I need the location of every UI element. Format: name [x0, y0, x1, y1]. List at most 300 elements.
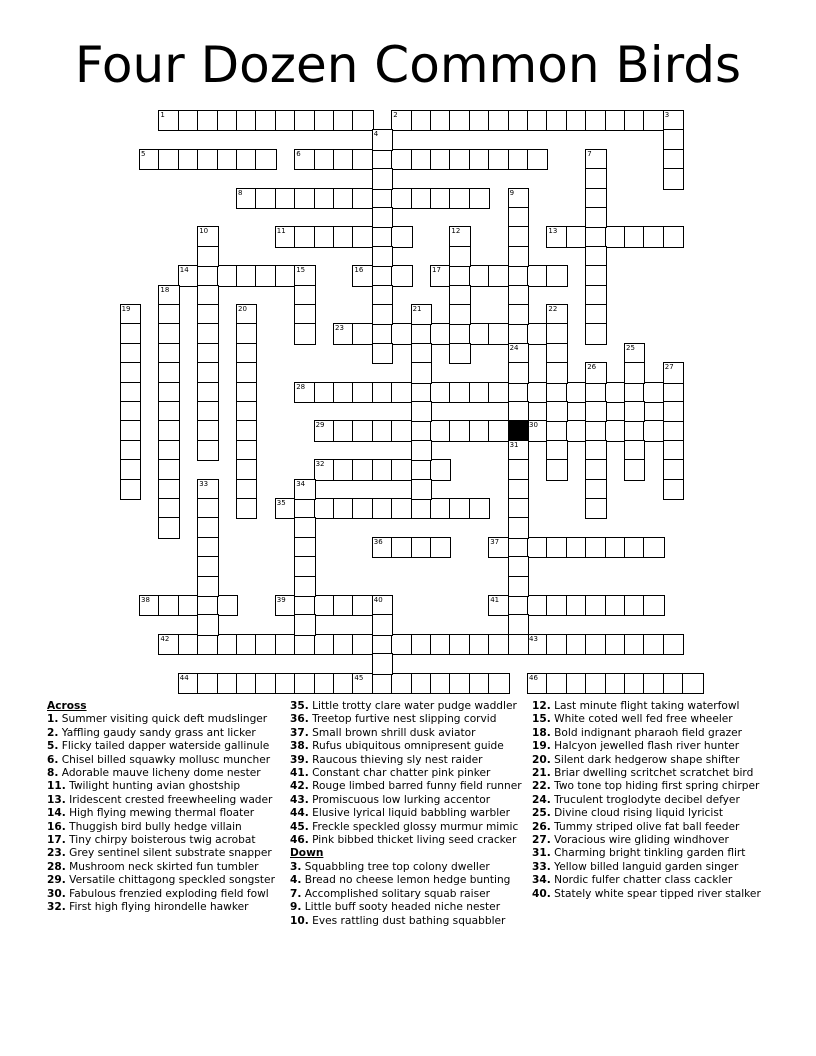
- grid-cell[interactable]: [624, 420, 645, 441]
- grid-cell[interactable]: [236, 440, 257, 461]
- grid-cell[interactable]: [391, 673, 412, 694]
- grid-cell[interactable]: [314, 149, 335, 170]
- grid-cell[interactable]: [624, 537, 645, 558]
- grid-cell[interactable]: [411, 440, 432, 461]
- grid-cell[interactable]: [236, 498, 257, 519]
- grid-cell[interactable]: [508, 614, 529, 635]
- grid-cell[interactable]: [197, 110, 218, 131]
- grid-cell[interactable]: [663, 149, 684, 170]
- grid-cell[interactable]: [158, 479, 179, 500]
- grid-cell[interactable]: [546, 634, 567, 655]
- grid-cell[interactable]: [197, 537, 218, 558]
- grid-cell[interactable]: [275, 673, 296, 694]
- grid-cell[interactable]: [430, 498, 451, 519]
- grid-cell[interactable]: [372, 634, 393, 655]
- grid-cell[interactable]: [663, 362, 684, 383]
- grid-cell[interactable]: [624, 343, 645, 364]
- grid-cell[interactable]: [314, 595, 335, 616]
- grid-cell[interactable]: [546, 673, 567, 694]
- grid-cell[interactable]: [197, 420, 218, 441]
- grid-cell[interactable]: [624, 595, 645, 616]
- grid-cell[interactable]: [314, 673, 335, 694]
- grid-cell[interactable]: [430, 149, 451, 170]
- grid-cell[interactable]: [411, 673, 432, 694]
- grid-cell[interactable]: [294, 576, 315, 597]
- grid-cell[interactable]: [663, 459, 684, 480]
- grid-cell[interactable]: [333, 673, 354, 694]
- grid-cell[interactable]: [391, 420, 412, 441]
- grid-cell[interactable]: [120, 479, 141, 500]
- grid-cell[interactable]: [566, 110, 587, 131]
- grid-cell[interactable]: [314, 634, 335, 655]
- grid-cell[interactable]: [236, 479, 257, 500]
- grid-cell[interactable]: [411, 323, 432, 344]
- grid-cell[interactable]: [449, 188, 470, 209]
- grid-cell[interactable]: [197, 246, 218, 267]
- grid-cell[interactable]: [411, 343, 432, 364]
- grid-cell[interactable]: [352, 110, 373, 131]
- grid-cell[interactable]: [449, 498, 470, 519]
- grid-cell[interactable]: [294, 110, 315, 131]
- grid-cell[interactable]: [120, 420, 141, 441]
- grid-cell[interactable]: [197, 479, 218, 500]
- grid-cell[interactable]: [411, 382, 432, 403]
- grid-cell[interactable]: [469, 265, 490, 286]
- grid-cell[interactable]: [663, 673, 684, 694]
- grid-cell[interactable]: [139, 149, 160, 170]
- grid-cell[interactable]: [566, 226, 587, 247]
- grid-cell[interactable]: [314, 382, 335, 403]
- grid-cell[interactable]: [643, 226, 664, 247]
- grid-cell[interactable]: [352, 420, 373, 441]
- grid-cell[interactable]: [372, 226, 393, 247]
- grid-cell[interactable]: [605, 226, 626, 247]
- grid-cell[interactable]: [314, 498, 335, 519]
- grid-cell[interactable]: [663, 168, 684, 189]
- grid-cell[interactable]: [469, 673, 490, 694]
- grid-cell[interactable]: [158, 595, 179, 616]
- grid-cell[interactable]: [197, 595, 218, 616]
- grid-cell[interactable]: [236, 673, 257, 694]
- grid-cell[interactable]: [294, 634, 315, 655]
- grid-cell[interactable]: [217, 595, 238, 616]
- grid-cell[interactable]: [372, 673, 393, 694]
- grid-cell[interactable]: [352, 265, 373, 286]
- grid-cell[interactable]: [411, 149, 432, 170]
- grid-cell[interactable]: [585, 246, 606, 267]
- grid-cell[interactable]: [411, 362, 432, 383]
- grid-cell[interactable]: [643, 110, 664, 131]
- grid-cell[interactable]: [391, 323, 412, 344]
- grid-cell[interactable]: [449, 323, 470, 344]
- grid-cell[interactable]: [411, 304, 432, 325]
- grid-cell[interactable]: [333, 498, 354, 519]
- grid-cell[interactable]: [372, 207, 393, 228]
- grid-cell[interactable]: [605, 420, 626, 441]
- grid-cell[interactable]: [255, 149, 276, 170]
- grid-cell[interactable]: [236, 323, 257, 344]
- grid-cell[interactable]: [333, 459, 354, 480]
- grid-cell[interactable]: [255, 265, 276, 286]
- grid-cell[interactable]: [546, 440, 567, 461]
- grid-cell[interactable]: [411, 479, 432, 500]
- grid-cell[interactable]: [566, 537, 587, 558]
- grid-cell[interactable]: [236, 382, 257, 403]
- grid-cell[interactable]: [294, 556, 315, 577]
- grid-cell[interactable]: [120, 362, 141, 383]
- grid-cell[interactable]: [275, 188, 296, 209]
- grid-cell[interactable]: [508, 498, 529, 519]
- grid-cell[interactable]: [333, 382, 354, 403]
- grid-cell[interactable]: [508, 634, 529, 655]
- grid-cell[interactable]: [158, 110, 179, 131]
- grid-cell[interactable]: [624, 440, 645, 461]
- grid-cell[interactable]: [158, 498, 179, 519]
- grid-cell[interactable]: [566, 382, 587, 403]
- grid-cell[interactable]: [391, 459, 412, 480]
- grid-cell[interactable]: [294, 517, 315, 538]
- grid-cell[interactable]: [449, 285, 470, 306]
- grid-cell[interactable]: [585, 207, 606, 228]
- grid-cell[interactable]: [372, 188, 393, 209]
- grid-cell[interactable]: [275, 595, 296, 616]
- grid-cell[interactable]: [275, 634, 296, 655]
- grid-cell[interactable]: [488, 382, 509, 403]
- grid-cell[interactable]: [197, 634, 218, 655]
- grid-cell[interactable]: [643, 537, 664, 558]
- grid-cell[interactable]: [158, 420, 179, 441]
- grid-cell[interactable]: [197, 265, 218, 286]
- grid-cell[interactable]: [643, 634, 664, 655]
- grid-cell[interactable]: [275, 498, 296, 519]
- grid-cell[interactable]: [663, 479, 684, 500]
- grid-cell[interactable]: [508, 304, 529, 325]
- grid-cell[interactable]: [158, 459, 179, 480]
- grid-cell[interactable]: [178, 634, 199, 655]
- grid-cell[interactable]: [314, 110, 335, 131]
- grid-cell[interactable]: [508, 323, 529, 344]
- grid-cell[interactable]: [197, 226, 218, 247]
- grid-cell[interactable]: [372, 537, 393, 558]
- grid-cell[interactable]: [411, 401, 432, 422]
- grid-cell[interactable]: [449, 382, 470, 403]
- grid-cell[interactable]: [508, 362, 529, 383]
- grid-cell[interactable]: [585, 168, 606, 189]
- grid-cell[interactable]: [372, 129, 393, 150]
- grid-cell[interactable]: [372, 323, 393, 344]
- grid-cell[interactable]: [294, 382, 315, 403]
- grid-cell[interactable]: [372, 285, 393, 306]
- grid-cell[interactable]: [430, 188, 451, 209]
- grid-cell[interactable]: [333, 634, 354, 655]
- grid-cell[interactable]: [236, 401, 257, 422]
- grid-cell[interactable]: [314, 188, 335, 209]
- grid-cell[interactable]: [294, 188, 315, 209]
- grid-cell[interactable]: [197, 440, 218, 461]
- grid-cell[interactable]: [197, 323, 218, 344]
- grid-cell[interactable]: [663, 110, 684, 131]
- grid-cell[interactable]: [469, 188, 490, 209]
- grid-cell[interactable]: [585, 595, 606, 616]
- grid-cell[interactable]: [527, 420, 548, 441]
- grid-cell[interactable]: [508, 537, 529, 558]
- grid-cell[interactable]: [605, 673, 626, 694]
- grid-cell[interactable]: [411, 498, 432, 519]
- grid-cell[interactable]: [294, 149, 315, 170]
- grid-cell[interactable]: [120, 343, 141, 364]
- grid-cell[interactable]: [120, 323, 141, 344]
- grid-cell[interactable]: [197, 362, 218, 383]
- grid-cell[interactable]: [546, 537, 567, 558]
- grid-cell[interactable]: [624, 226, 645, 247]
- grid-cell[interactable]: [197, 401, 218, 422]
- grid-cell[interactable]: [488, 265, 509, 286]
- grid-cell[interactable]: [158, 517, 179, 538]
- grid-cell[interactable]: [333, 110, 354, 131]
- grid-cell[interactable]: [663, 420, 684, 441]
- grid-cell[interactable]: [352, 595, 373, 616]
- grid-cell[interactable]: [546, 110, 567, 131]
- grid-cell[interactable]: [372, 304, 393, 325]
- grid-cell[interactable]: [527, 537, 548, 558]
- grid-cell[interactable]: [372, 168, 393, 189]
- grid-cell[interactable]: [236, 459, 257, 480]
- grid-cell[interactable]: [663, 634, 684, 655]
- grid-cell[interactable]: [294, 595, 315, 616]
- grid-cell[interactable]: [643, 382, 664, 403]
- grid-cell[interactable]: [527, 673, 548, 694]
- grid-cell[interactable]: [217, 265, 238, 286]
- grid-cell[interactable]: [294, 304, 315, 325]
- grid-cell[interactable]: [372, 498, 393, 519]
- grid-cell[interactable]: [546, 459, 567, 480]
- grid-cell[interactable]: [430, 673, 451, 694]
- grid-cell[interactable]: [469, 110, 490, 131]
- grid-cell[interactable]: [197, 149, 218, 170]
- grid-cell[interactable]: [508, 479, 529, 500]
- grid-cell[interactable]: [314, 459, 335, 480]
- grid-cell[interactable]: [585, 226, 606, 247]
- grid-cell[interactable]: [391, 634, 412, 655]
- grid-cell[interactable]: [197, 304, 218, 325]
- grid-cell[interactable]: [449, 226, 470, 247]
- grid-cell[interactable]: [605, 537, 626, 558]
- grid-cell[interactable]: [352, 634, 373, 655]
- grid-cell[interactable]: [585, 420, 606, 441]
- grid-cell[interactable]: [158, 285, 179, 306]
- grid-cell[interactable]: [488, 420, 509, 441]
- grid-cell[interactable]: [508, 595, 529, 616]
- grid-cell[interactable]: [508, 382, 529, 403]
- grid-cell[interactable]: [508, 149, 529, 170]
- grid-cell[interactable]: [585, 479, 606, 500]
- grid-cell[interactable]: [566, 673, 587, 694]
- grid-cell[interactable]: [527, 595, 548, 616]
- grid-cell[interactable]: [449, 420, 470, 441]
- grid-cell[interactable]: [197, 576, 218, 597]
- grid-cell[interactable]: [469, 382, 490, 403]
- grid-cell[interactable]: [217, 673, 238, 694]
- grid-cell[interactable]: [158, 382, 179, 403]
- grid-cell[interactable]: [663, 129, 684, 150]
- grid-cell[interactable]: [663, 226, 684, 247]
- grid-cell[interactable]: [546, 323, 567, 344]
- grid-cell[interactable]: [508, 343, 529, 364]
- grid-cell[interactable]: [178, 673, 199, 694]
- grid-cell[interactable]: [372, 149, 393, 170]
- grid-cell[interactable]: [469, 149, 490, 170]
- grid-cell[interactable]: [178, 595, 199, 616]
- grid-cell[interactable]: [255, 634, 276, 655]
- grid-cell[interactable]: [527, 323, 548, 344]
- grid-cell[interactable]: [411, 634, 432, 655]
- grid-cell[interactable]: [197, 556, 218, 577]
- grid-cell[interactable]: [430, 110, 451, 131]
- grid-cell[interactable]: [546, 382, 567, 403]
- grid-cell[interactable]: [158, 323, 179, 344]
- grid-cell[interactable]: [352, 226, 373, 247]
- grid-cell[interactable]: [391, 149, 412, 170]
- grid-cell[interactable]: [294, 673, 315, 694]
- grid-cell[interactable]: [508, 517, 529, 538]
- grid-cell[interactable]: [372, 420, 393, 441]
- grid-cell[interactable]: [294, 323, 315, 344]
- grid-cell[interactable]: [508, 110, 529, 131]
- grid-cell[interactable]: [508, 207, 529, 228]
- grid-cell[interactable]: [352, 673, 373, 694]
- grid-cell[interactable]: [158, 362, 179, 383]
- grid-cell[interactable]: [197, 498, 218, 519]
- grid-cell[interactable]: [333, 149, 354, 170]
- grid-cell[interactable]: [488, 634, 509, 655]
- grid-cell[interactable]: [391, 537, 412, 558]
- grid-cell[interactable]: [449, 304, 470, 325]
- grid-cell[interactable]: [508, 556, 529, 577]
- grid-cell[interactable]: [469, 323, 490, 344]
- grid-cell[interactable]: [508, 576, 529, 597]
- grid-cell[interactable]: [411, 110, 432, 131]
- grid-cell[interactable]: [488, 673, 509, 694]
- grid-cell[interactable]: [294, 498, 315, 519]
- grid-cell[interactable]: [333, 226, 354, 247]
- grid-cell[interactable]: [488, 110, 509, 131]
- grid-cell[interactable]: [449, 149, 470, 170]
- grid-cell[interactable]: [352, 498, 373, 519]
- grid-cell[interactable]: [120, 440, 141, 461]
- grid-cell[interactable]: [449, 110, 470, 131]
- grid-cell[interactable]: [158, 343, 179, 364]
- grid-cell[interactable]: [566, 420, 587, 441]
- grid-cell[interactable]: [275, 265, 296, 286]
- grid-cell[interactable]: [488, 323, 509, 344]
- grid-cell[interactable]: [508, 459, 529, 480]
- grid-cell[interactable]: [120, 382, 141, 403]
- grid-cell[interactable]: [527, 149, 548, 170]
- grid-cell[interactable]: [546, 401, 567, 422]
- grid-cell[interactable]: [527, 634, 548, 655]
- grid-cell[interactable]: [508, 188, 529, 209]
- grid-cell[interactable]: [391, 265, 412, 286]
- grid-cell[interactable]: [255, 110, 276, 131]
- grid-cell[interactable]: [430, 537, 451, 558]
- grid-cell[interactable]: [430, 634, 451, 655]
- grid-cell[interactable]: [508, 401, 529, 422]
- grid-cell[interactable]: [158, 401, 179, 422]
- grid-cell[interactable]: [352, 149, 373, 170]
- grid-cell[interactable]: [352, 382, 373, 403]
- grid-cell[interactable]: [585, 304, 606, 325]
- grid-cell[interactable]: [411, 420, 432, 441]
- grid-cell[interactable]: [333, 323, 354, 344]
- grid-cell[interactable]: [236, 362, 257, 383]
- grid-cell[interactable]: [585, 265, 606, 286]
- grid-cell[interactable]: [527, 265, 548, 286]
- grid-cell[interactable]: [585, 382, 606, 403]
- grid-cell[interactable]: [139, 595, 160, 616]
- grid-cell[interactable]: [236, 634, 257, 655]
- grid-cell[interactable]: [197, 614, 218, 635]
- grid-cell[interactable]: [120, 459, 141, 480]
- grid-cell[interactable]: [663, 382, 684, 403]
- grid-cell[interactable]: [352, 459, 373, 480]
- grid-cell[interactable]: [585, 634, 606, 655]
- grid-cell[interactable]: [585, 285, 606, 306]
- grid-cell[interactable]: [488, 537, 509, 558]
- grid-cell[interactable]: [643, 673, 664, 694]
- grid-cell[interactable]: [158, 149, 179, 170]
- grid-cell[interactable]: [663, 440, 684, 461]
- grid-cell[interactable]: [546, 226, 567, 247]
- grid-cell[interactable]: [217, 110, 238, 131]
- grid-cell[interactable]: [605, 595, 626, 616]
- grid-cell[interactable]: [236, 149, 257, 170]
- grid-cell[interactable]: [391, 498, 412, 519]
- grid-cell[interactable]: [294, 265, 315, 286]
- grid-cell[interactable]: [663, 401, 684, 422]
- grid-cell[interactable]: [236, 304, 257, 325]
- grid-cell[interactable]: [197, 673, 218, 694]
- grid-cell[interactable]: [546, 595, 567, 616]
- grid-cell[interactable]: [566, 634, 587, 655]
- grid-cell[interactable]: [469, 634, 490, 655]
- grid-cell[interactable]: [391, 382, 412, 403]
- grid-cell[interactable]: [449, 673, 470, 694]
- grid-cell[interactable]: [430, 382, 451, 403]
- grid-cell[interactable]: [546, 420, 567, 441]
- grid-cell[interactable]: [508, 226, 529, 247]
- grid-cell[interactable]: [236, 188, 257, 209]
- grid-cell[interactable]: [372, 653, 393, 674]
- grid-cell[interactable]: [411, 537, 432, 558]
- grid-cell[interactable]: [391, 188, 412, 209]
- grid-cell[interactable]: [624, 110, 645, 131]
- grid-cell[interactable]: [120, 304, 141, 325]
- grid-cell[interactable]: [546, 265, 567, 286]
- grid-cell[interactable]: [255, 673, 276, 694]
- grid-cell[interactable]: [449, 343, 470, 364]
- grid-cell[interactable]: [158, 440, 179, 461]
- grid-cell[interactable]: [624, 459, 645, 480]
- grid-cell[interactable]: [178, 110, 199, 131]
- grid-cell[interactable]: [430, 459, 451, 480]
- grid-cell[interactable]: [236, 110, 257, 131]
- grid-cell[interactable]: [585, 498, 606, 519]
- grid-cell[interactable]: [508, 285, 529, 306]
- grid-cell[interactable]: [197, 285, 218, 306]
- grid-cell[interactable]: [294, 614, 315, 635]
- grid-cell[interactable]: [585, 362, 606, 383]
- grid-cell[interactable]: [275, 110, 296, 131]
